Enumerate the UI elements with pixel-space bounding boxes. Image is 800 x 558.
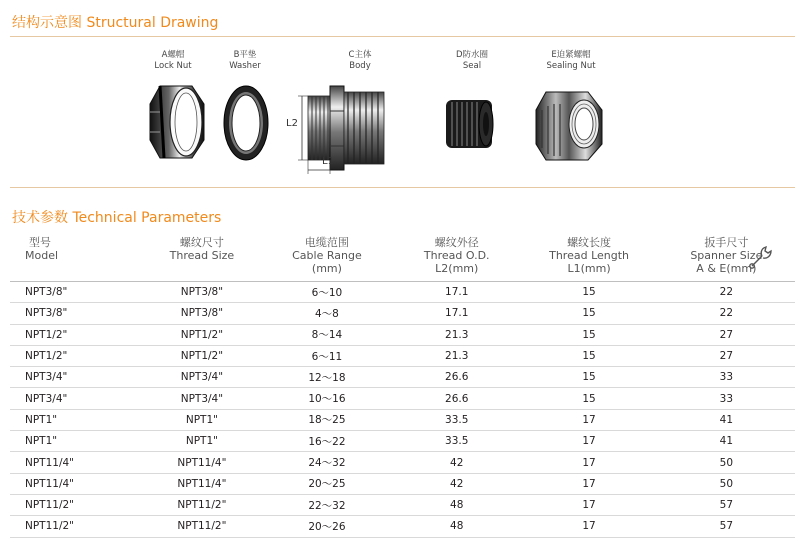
- cell-cable-range: 24～32: [261, 452, 393, 473]
- cell-thread-length: 15: [520, 324, 657, 345]
- cell-spanner-size: 33: [658, 367, 795, 388]
- cell-model: NPT3/8": [10, 303, 143, 324]
- cell-spanner-size: 50: [658, 473, 795, 494]
- cell-thread-length: 17: [520, 452, 657, 473]
- structural-drawing-title: 结构示意图 Structural Drawing: [12, 15, 219, 31]
- washer-icon: [221, 84, 271, 162]
- cell-model: NPT11/2": [10, 516, 143, 537]
- cell-spanner-size: 27: [658, 324, 795, 345]
- table-row: [10, 452, 795, 473]
- column-header-thread-length: 螺纹长度 Thread Length L1(mm): [520, 236, 657, 282]
- lock-nut-icon: [146, 82, 206, 162]
- cell-thread-size: NPT1/2": [143, 345, 261, 366]
- cell-model: NPT1/2": [10, 345, 143, 366]
- cell-thread-size: NPT11/2": [143, 516, 261, 537]
- cell-cable-range: 6～11: [261, 345, 393, 366]
- part-label-body: C主体 Body: [348, 50, 372, 71]
- cell-spanner-size: 41: [658, 431, 795, 452]
- cell-thread-size: NPT3/8": [143, 282, 261, 303]
- table-row: [10, 282, 795, 303]
- cell-model: NPT3/4": [10, 388, 143, 409]
- cell-thread-od: 21.3: [393, 345, 520, 366]
- cell-thread-size: NPT1": [143, 409, 261, 430]
- part-label-washer: B平垫 Washer: [229, 50, 261, 71]
- section-divider: [10, 36, 795, 37]
- cell-spanner-size: 27: [658, 345, 795, 366]
- column-header-model: 型号 Model: [10, 236, 143, 282]
- cell-thread-od: 42: [393, 452, 520, 473]
- cell-model: NPT11/2": [10, 494, 143, 515]
- table-row: [10, 388, 795, 409]
- cell-cable-range: 20～25: [261, 473, 393, 494]
- cell-thread-od: 26.6: [393, 388, 520, 409]
- column-header-thread-od: 螺纹外径 Thread O.D. L2(mm): [393, 236, 520, 282]
- cell-cable-range: 8～14: [261, 324, 393, 345]
- cell-thread-size: NPT3/8": [143, 303, 261, 324]
- cell-cable-range: 10～16: [261, 388, 393, 409]
- dimension-l2-label: L2: [286, 118, 298, 129]
- table-header-row: [10, 236, 795, 282]
- cell-thread-size: NPT11/4": [143, 452, 261, 473]
- seal-icon: [442, 96, 498, 152]
- table-row: [10, 494, 795, 515]
- cell-model: NPT11/4": [10, 452, 143, 473]
- cell-cable-range: 18～25: [261, 409, 393, 430]
- sealing-nut-icon: [534, 88, 606, 164]
- table-row: [10, 473, 795, 494]
- cell-thread-od: 33.5: [393, 431, 520, 452]
- cell-model: NPT1": [10, 431, 143, 452]
- table-row: [10, 409, 795, 430]
- cell-cable-range: 16～22: [261, 431, 393, 452]
- table-row: [10, 303, 795, 324]
- cell-thread-length: 15: [520, 388, 657, 409]
- table-row: [10, 345, 795, 366]
- cell-model: NPT3/4": [10, 367, 143, 388]
- cell-thread-od: 17.1: [393, 282, 520, 303]
- cell-thread-size: NPT1/2": [143, 324, 261, 345]
- cell-thread-length: 17: [520, 431, 657, 452]
- cell-spanner-size: 57: [658, 494, 795, 515]
- cell-thread-od: 21.3: [393, 324, 520, 345]
- cell-thread-size: NPT11/2": [143, 494, 261, 515]
- cell-cable-range: 12～18: [261, 367, 393, 388]
- cell-spanner-size: 22: [658, 282, 795, 303]
- cell-cable-range: 22～32: [261, 494, 393, 515]
- cell-cable-range: 4～8: [261, 303, 393, 324]
- cell-model: NPT1/2": [10, 324, 143, 345]
- cell-model: NPT1": [10, 409, 143, 430]
- cell-thread-length: 15: [520, 367, 657, 388]
- cell-thread-od: 17.1: [393, 303, 520, 324]
- cell-thread-length: 15: [520, 282, 657, 303]
- cell-model: NPT11/4": [10, 473, 143, 494]
- cell-spanner-size: 50: [658, 452, 795, 473]
- cell-spanner-size: 41: [658, 409, 795, 430]
- column-header-cable-range: 电缆范围 Cable Range (mm): [261, 236, 393, 282]
- section-divider: [10, 187, 795, 188]
- part-label-seal: D防水圈 Seal: [455, 50, 489, 71]
- table-row: [10, 516, 795, 537]
- cell-thread-size: NPT1": [143, 431, 261, 452]
- cell-spanner-size: 57: [658, 516, 795, 537]
- table-row: [10, 431, 795, 452]
- cell-thread-length: 15: [520, 303, 657, 324]
- cell-spanner-size: 22: [658, 303, 795, 324]
- technical-parameters-title: 技术参数 Technical Parameters: [12, 210, 222, 226]
- column-header-thread-size: 螺纹尺寸 Thread Size: [143, 236, 261, 282]
- cell-thread-length: 15: [520, 345, 657, 366]
- part-label-sealing-nut: E迫紧螺帽 Sealing Nut: [546, 50, 596, 71]
- cell-cable-range: 6～10: [261, 282, 393, 303]
- cell-thread-length: 17: [520, 473, 657, 494]
- technical-parameters-table: [10, 236, 795, 538]
- cell-thread-od: 33.5: [393, 409, 520, 430]
- cell-thread-size: NPT11/4": [143, 473, 261, 494]
- body-icon: [284, 76, 414, 176]
- dimension-l1-label: L1: [322, 156, 334, 167]
- cell-thread-od: 48: [393, 516, 520, 537]
- cell-thread-length: 17: [520, 409, 657, 430]
- cell-thread-od: 26.6: [393, 367, 520, 388]
- cell-thread-size: NPT3/4": [143, 367, 261, 388]
- cell-model: NPT3/8": [10, 282, 143, 303]
- cell-thread-od: 42: [393, 473, 520, 494]
- cell-thread-length: 17: [520, 516, 657, 537]
- cell-thread-length: 17: [520, 494, 657, 515]
- cell-spanner-size: 33: [658, 388, 795, 409]
- column-header-spanner-size: 扳手尺寸 Spanner Size A & E(mm): [658, 236, 795, 282]
- part-label-lock-nut: A螺帽 Lock Nut: [154, 50, 192, 71]
- cell-thread-od: 48: [393, 494, 520, 515]
- table-row: [10, 367, 795, 388]
- cell-cable-range: 20～26: [261, 516, 393, 537]
- cell-thread-size: NPT3/4": [143, 388, 261, 409]
- table-row: [10, 324, 795, 345]
